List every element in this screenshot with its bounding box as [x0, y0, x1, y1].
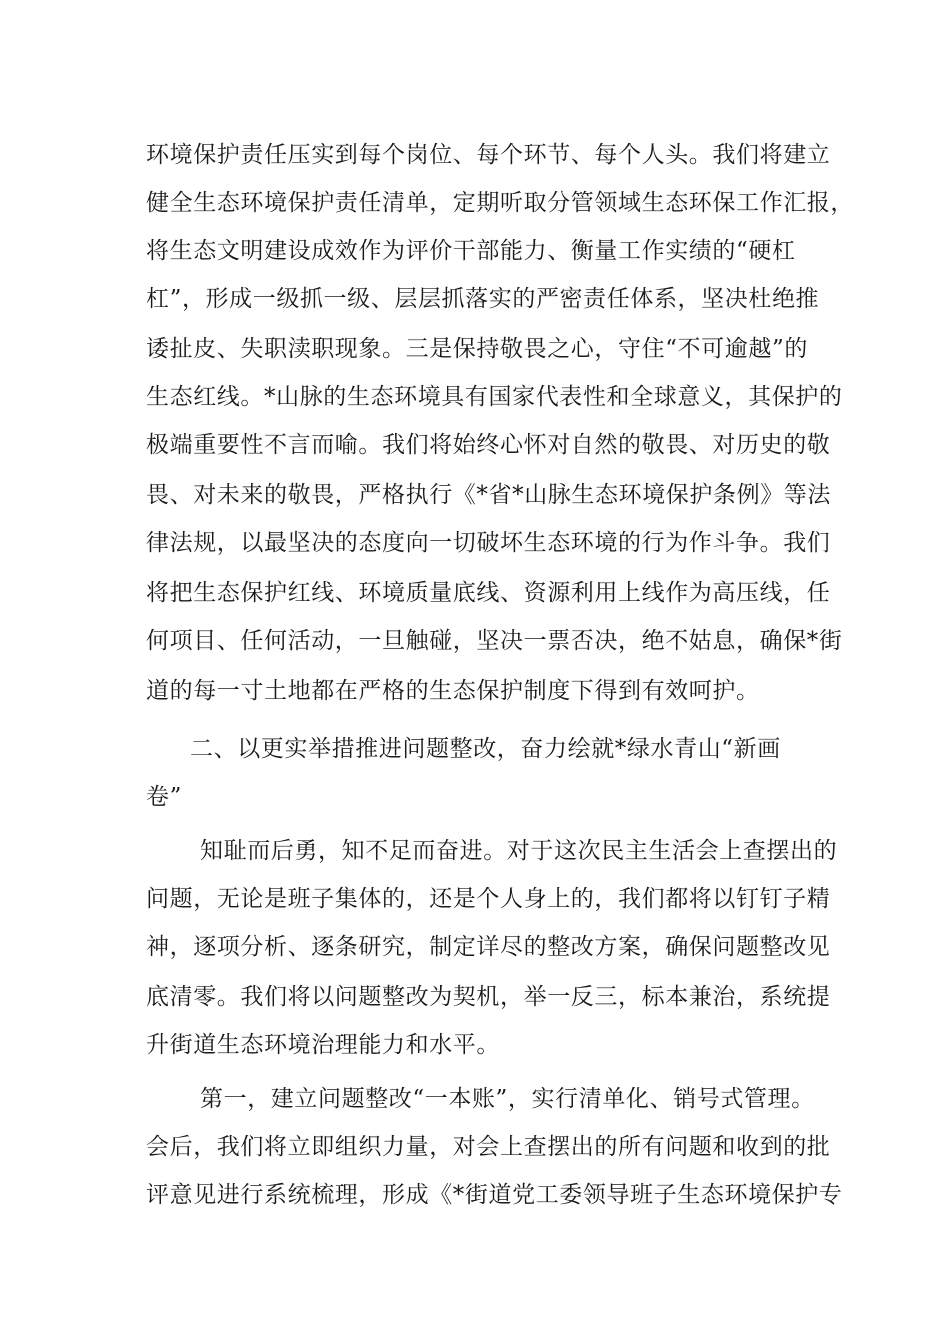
text-line: 何项目、任何活动，一旦触碰，坚决一票否决，绝不姑息，确保*街 — [146, 628, 843, 654]
text-line: 底清零。我们将以问题整改为契机，举一反三，标本兼治，系统提 — [146, 984, 831, 1010]
text-line: 环境保护责任压实到每个岗位、每个环节、每个人头。我们将建立 — [146, 142, 831, 168]
text-line: 升街道生态环境治理能力和水平。 — [146, 1032, 500, 1058]
paragraph-start: 知耻而后勇，知不足而奋进。对于这次民主生活会上查摆出的 — [200, 838, 838, 864]
text-line: 问题，无论是班子集体的，还是个人身上的，我们都将以钉钉子精 — [146, 886, 831, 912]
text-line: 畏、对未来的敬畏，严格执行《*省*山脉生态环境保护条例》等法 — [146, 482, 831, 508]
text-line: 将生态文明建设成效作为评价干部能力、衡量工作实绩的“硬杠 — [146, 238, 796, 264]
text-line: 将把生态保护红线、环境质量底线、资源利用上线作为高压线，任 — [146, 580, 831, 606]
section-heading-continued: 卷” — [146, 784, 182, 810]
text-line: 诿扯皮、失职渎职现象。三是保持敬畏之心，守住“不可逾越”的 — [146, 336, 808, 362]
text-line: 神，逐项分析、逐条研究，制定详尽的整改方案，确保问题整改见 — [146, 934, 831, 960]
text-line: 健全生态环境保护责任清单，定期听取分管领域生态环保工作汇报， — [146, 190, 854, 216]
text-line: 极端重要性不言而喻。我们将始终心怀对自然的敬畏、对历史的敬 — [146, 432, 831, 458]
text-line: 道的每一寸土地都在严格的生态保护制度下得到有效呵护。 — [146, 678, 760, 704]
text-line: 评意见进行系统梳理，形成《*街道党工委领导班子生态环境保护专 — [146, 1182, 843, 1208]
paragraph-start: 第一，建立问题整改“一本账”，实行清单化、销号式管理。 — [200, 1086, 815, 1112]
section-heading: 二、以更实举措推进问题整改，奋力绘就*绿水青山“新画 — [190, 736, 781, 762]
text-line: 会后，我们将立即组织力量，对会上查摆出的所有问题和收到的批 — [146, 1134, 831, 1160]
text-line: 生态红线。*山脉的生态环境具有国家代表性和全球意义，其保护的 — [146, 384, 843, 410]
text-line: 杠”，形成一级抓一级、层层抓落实的严密责任体系，坚决杜绝推 — [146, 286, 820, 312]
text-line: 律法规，以最坚决的态度向一切破坏生态环境的行为作斗争。我们 — [146, 530, 831, 556]
